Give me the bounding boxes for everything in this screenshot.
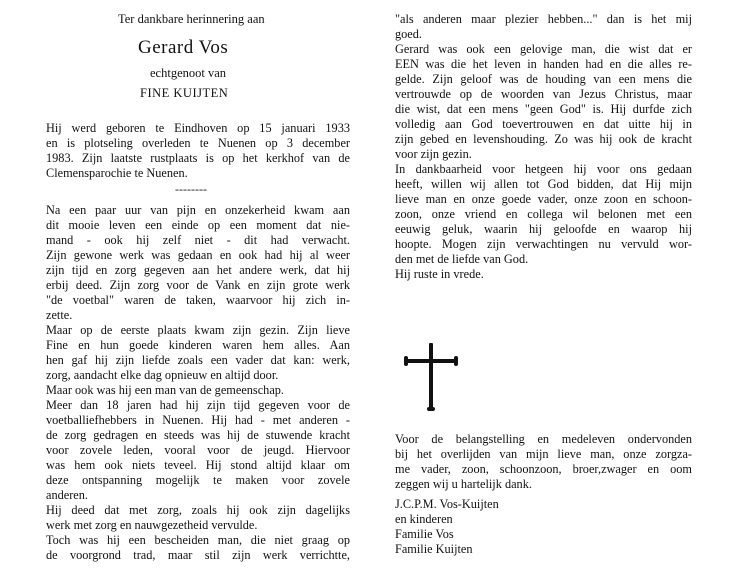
text-line: Gerard was ook een gelovige man, die wist dat er [395,42,692,56]
spouse-label: echtgenoot van [150,66,227,80]
text-line: heeft, willen wij allen tot God bidden, dat Hij mijn [395,177,692,191]
signature-line: Familie Vos [395,527,454,541]
text-line: Hij ruste in vrede. [395,267,484,281]
text-line: dit mooie leven een einde op een moment dat nie- [46,218,350,232]
text-line: was hem ook niets teveel. Hij stond altijd klaar om [46,458,350,472]
text-line: "als anderen maar plezier hebben..." dan is het mij [395,12,692,26]
text-line: Fine en hun goede kinderen waren hem alles. Aan [46,338,350,352]
text-line: EEN was die het leven in handen had en die alles re- [395,57,692,71]
text-line: werk met zorg en nauwgezetheid vervulde. [46,518,258,532]
bio-paragraph [46,121,350,181]
text-line: zijn gebed en levenshouding. Zo was hij ook de kracht [395,132,692,146]
text-line: zette. [46,308,73,322]
spouse-name: FINE KUIJTEN [140,86,229,100]
eulogy-text [46,203,350,563]
text-line: deze ontspanning mogelijk te maken voor zovele [46,473,350,487]
text-line: mand - ook hij zelf niet - dit had verwacht. [46,233,350,247]
signatures [395,497,692,557]
text-line: eeuwig geluk, waarin hij geloofde en waarop hij [395,222,692,236]
text-line: lieve man en onze goede vader, onze zoon en schoon- [395,192,692,206]
signature-line: J.C.P.M. Vos-Kuijten [395,497,499,511]
text-line: de zorg gedragen en steeds was hij de stuwende kracht [46,428,350,442]
text-line: anderen. [46,488,88,502]
text-line: 1983. Zijn laatste rustplaats is op het kerkhof van de [46,151,350,165]
text-line: zeggen wij u hartelijk dank. [395,477,532,491]
intro-text: Ter dankbare herinnering aan [118,12,265,26]
text-line: den met de liefde van God. [395,252,529,266]
text-line: zijn tijd en zorg gegeven aan het andere werk, dat hij [46,263,350,277]
signature-line: Familie Kuijten [395,542,473,556]
eulogy-continued [395,12,692,282]
text-line: die wist, dat een mens "geen God" is. Hij durfde zich [395,102,692,116]
text-line: In dankbaarheid voor hetgeen hij voor ons gedaan [395,162,692,176]
text-line: me vader, zoon, schoonzoon, broer,zwager en oom [395,462,692,476]
text-line: zorg, aandacht elke dag opnieuw en altijd door. [46,368,279,382]
text-line: voetballiefhebbers in Nuenen. Hij had - met anderen - [46,413,350,427]
text-line: Voor de belangstelling en medeleven ondervonden [395,432,692,446]
text-line: vertrouwde op de woorden van Jezus Christus, maar [395,87,692,101]
text-line: hoopte. Mogen zijn verwachtingen nu vervuld wor- [395,237,692,251]
text-line: gelde. Zijn geloof was de houding van een mens die [395,72,692,86]
text-line: Maar ook was hij een man van de gemeenschap. [46,383,284,397]
text-line: Meer dan 18 jaren had hij zijn tijd gegeven voor de [46,398,350,412]
divider: -------- [175,182,207,196]
text-line: voor zijn gezin. [395,147,472,161]
text-line: zoon, onze vriend en collega wil belonen met een [395,207,692,221]
text-line: Zijn gewone werk was gedaan en ook had hij al weer [46,248,350,262]
text-line: en is plotseling overleden te Nuenen op 3 december [46,136,350,150]
text-line: goed. [395,27,422,41]
text-line: Na een paar uur van pijn en onzekerheid kwam aan [46,203,350,217]
cross-icon [406,343,456,411]
text-line: Hij werd geboren te Eindhoven op 15 januari 1933 [46,121,350,135]
text-line: "de voetbal" waren de taken, waarvoor hij zich in- [46,293,350,307]
text-line: Maar op de eerste plaats kwam zijn gezin. Zijn lieve [46,323,350,337]
text-line: Toch was hij een bescheiden man, die niet graag op [46,533,350,547]
text-line: voor zovele leden, vooral voor de jeugd. Hiervoor [46,443,350,457]
deceased-name: Gerard Vos [138,37,229,58]
text-line: de voorgrond trad, maar stil zijn werk verrichtte, [46,548,350,562]
text-line: Hij deed dat met zorg, zoals hij ook zijn dagelijks [46,503,350,517]
text-line: hen gaf hij zijn liefde zoals een vader dat kan: werk, [46,353,350,367]
thanks-paragraph [395,432,692,492]
text-line: Clemensparochie te Nuenen. [46,166,188,180]
text-line: volledig aan God toevertrouwen en dat uitte hij in [395,117,692,131]
text-line: erbij deed. Zijn zorg voor de Vank en zijn grote werk [46,278,350,292]
text-line: bij het overlijden van mijn lieve man, onze zorgza- [395,447,692,461]
signature-line: en kinderen [395,512,453,526]
